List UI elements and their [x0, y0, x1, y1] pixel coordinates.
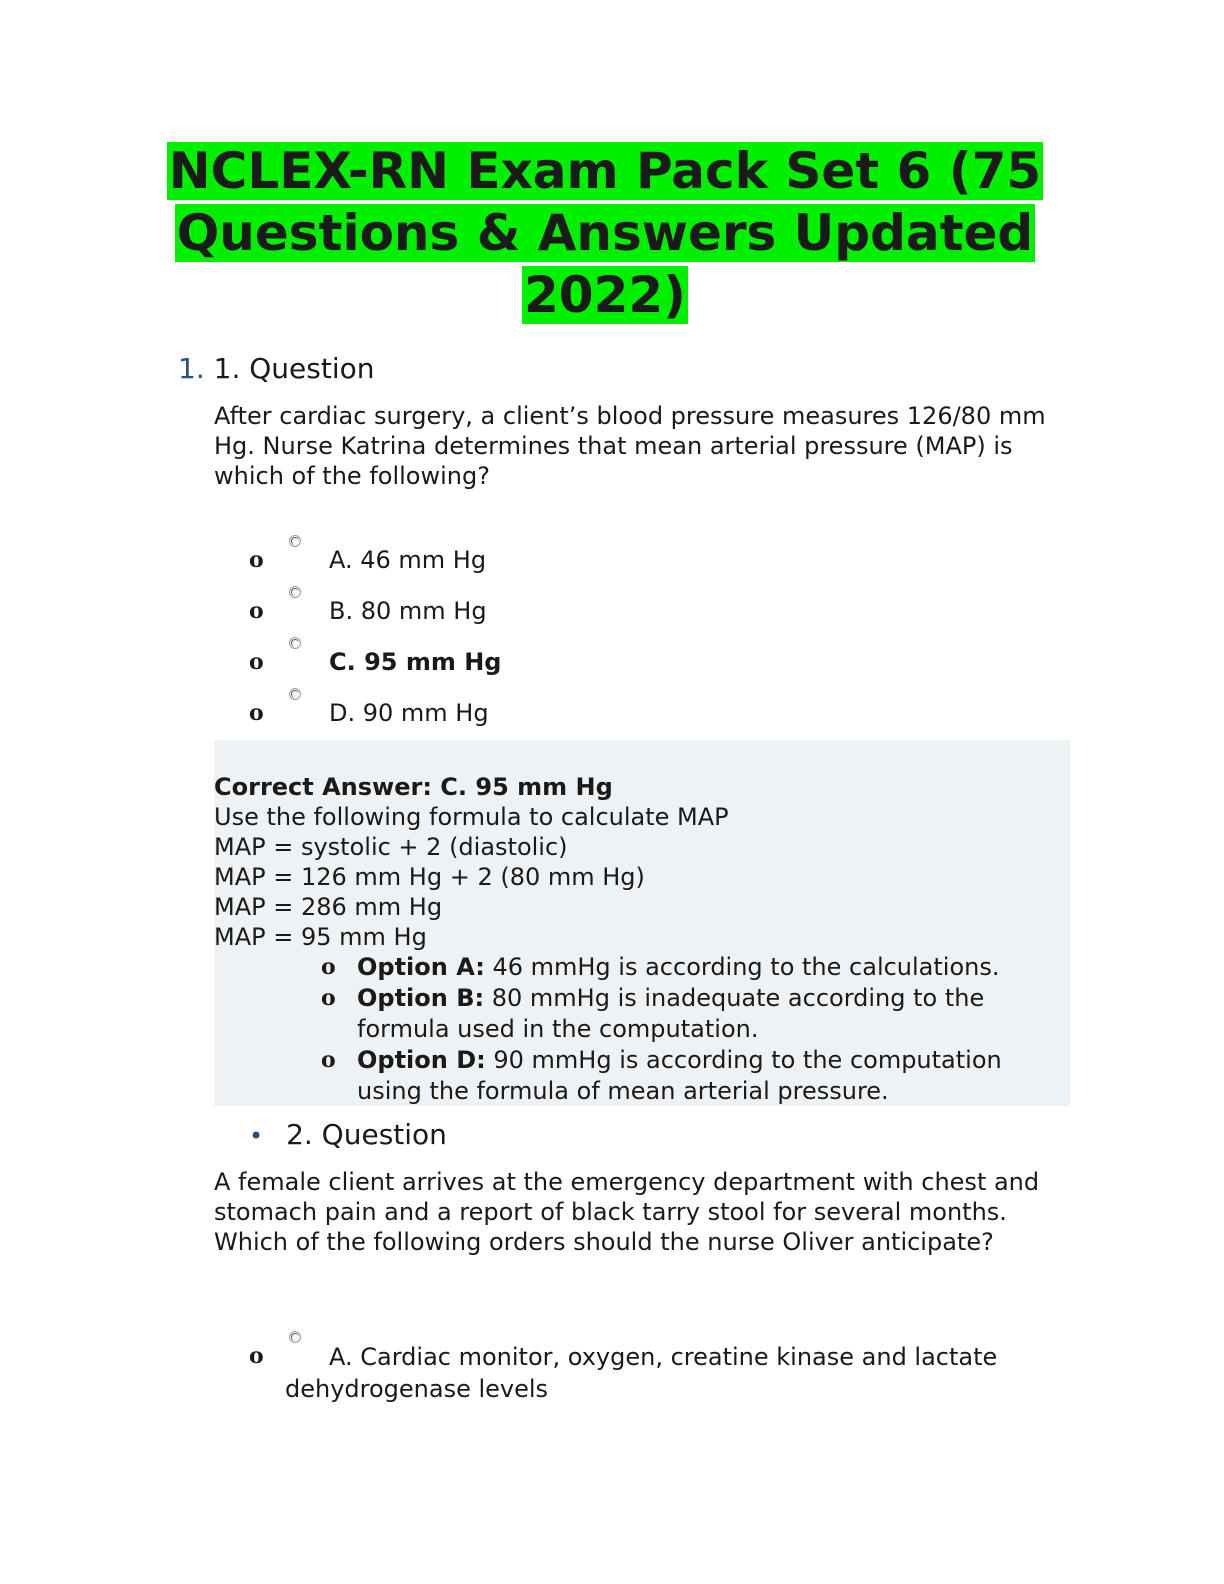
question-1-text: After cardiac surgery, a client’s blood pressure measures 126/80 mm Hg. Nurse Katrina determines that mean arterial pressure (MAP) is which of the following? [214, 402, 1046, 490]
document-title [150, 140, 1060, 326]
explanation-line: MAP = 95 mm Hg [214, 923, 427, 951]
option-marker: o [249, 547, 264, 573]
document-title-text: NCLEX-RN Exam Pack Set 6 (75 Questions & Answers Updated 2022) [168, 142, 1042, 324]
rationale-text: 80 mmHg is inadequate according to the formula used in the computation. [357, 984, 985, 1043]
radio-button-c[interactable] [289, 637, 301, 649]
explanation-line: MAP = systolic + 2 (diastolic) [214, 833, 568, 861]
explanation-line: MAP = 126 mm Hg + 2 (80 mm Hg) [214, 863, 645, 891]
radio-button-d[interactable] [289, 688, 301, 700]
explanation-line: Use the following formula to calculate MAP [214, 803, 729, 831]
option-d-label: D. 90 mm Hg [329, 699, 489, 727]
option-a-label: A. Cardiac monitor, oxygen, creatine kinase and lactate dehydrogenase levels [285, 1343, 998, 1403]
rationale-label: Option A: [357, 953, 485, 981]
rationale-text: 90 mmHg is according to the computation using the formula of mean arterial pressure. [357, 1046, 1002, 1105]
rationale-item [321, 983, 1071, 1045]
question-2-heading-text: 2. Question [286, 1118, 447, 1151]
option-marker: o [249, 598, 264, 624]
answer-explanation [214, 772, 729, 952]
option-marker: o [249, 700, 264, 726]
question-1-list-marker: 1. [178, 352, 205, 385]
question-1-heading-text: 1. Question [213, 352, 375, 385]
rationale-marker: o [321, 954, 336, 980]
explanation-line: MAP = 286 mm Hg [214, 893, 443, 921]
option-c-label: C. 95 mm Hg [329, 648, 502, 676]
question-1-heading [178, 352, 374, 386]
radio-button-b[interactable] [289, 586, 301, 598]
rationale-item [321, 952, 1071, 983]
option-a-label: A. 46 mm Hg [329, 546, 487, 574]
radio-button-a[interactable] [289, 535, 301, 547]
option-marker: o [249, 1343, 264, 1369]
rationale-item [321, 1045, 1071, 1107]
correct-answer-heading: Correct Answer: C. 95 mm Hg [214, 773, 613, 801]
rationale-label: Option B: [357, 984, 485, 1012]
rationale-label: Option D: [357, 1046, 486, 1074]
question-2-text: A female client arrives at the emergency department with chest and stomach pain and a report of black tarry stool for several months. Which of the following orders should the nurse Oliver anticipate? [214, 1168, 1040, 1256]
question-2-heading [249, 1118, 447, 1153]
rationale-text: 46 mmHg is according to the calculations. [484, 953, 1000, 981]
rationale-marker: o [321, 1047, 336, 1073]
option-b-label: B. 80 mm Hg [329, 597, 487, 625]
option-marker: o [249, 649, 264, 675]
question-2-list-marker: • [249, 1122, 264, 1150]
rationale-marker: o [321, 985, 336, 1011]
